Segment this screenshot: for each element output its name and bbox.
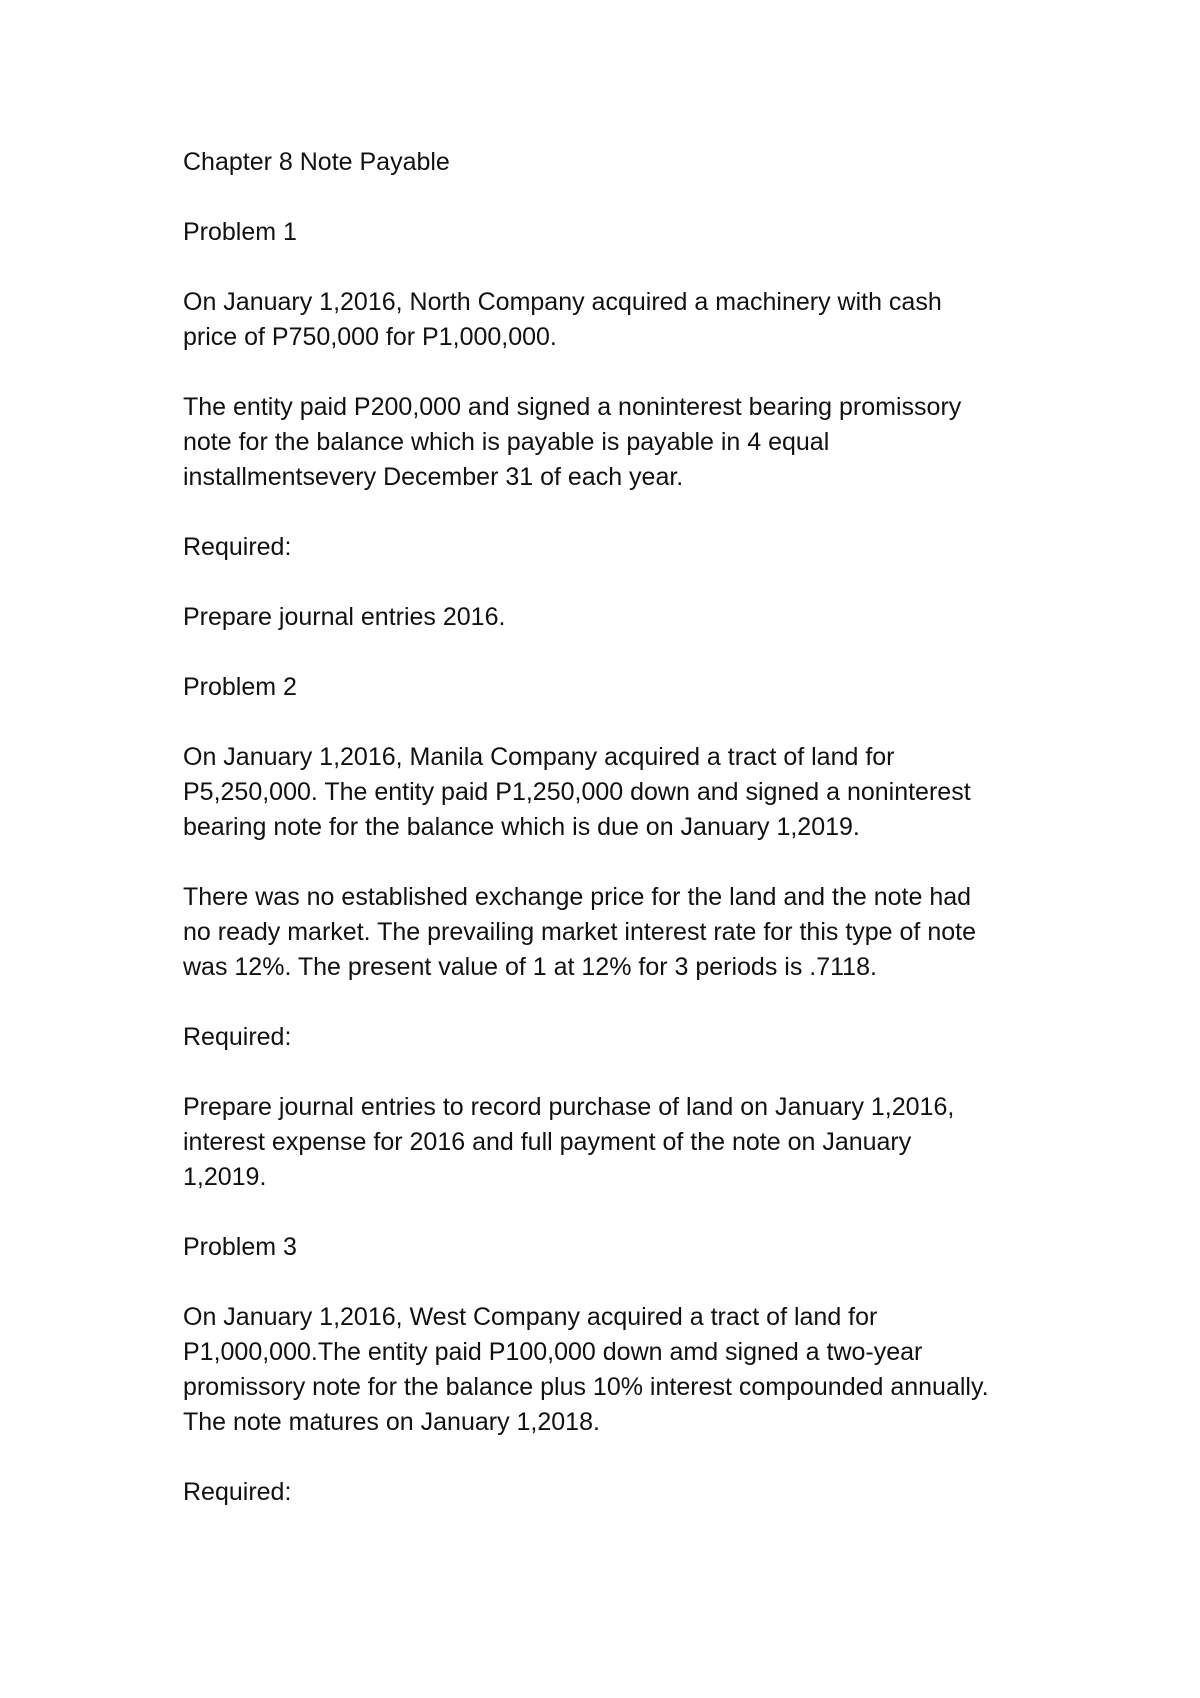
text-line: There was no established exchange price for the land and the note had: [183, 883, 972, 911]
text-line: On January 1,2016, West Company acquired a tract of land for: [183, 1303, 878, 1331]
text-line: interest expense for 2016 and full payment of the note on January: [183, 1128, 912, 1156]
problem-2-paragraph-2: [183, 880, 1063, 985]
text-line: installmentsevery December 31 of each year.: [183, 463, 684, 491]
chapter-title: Chapter 8 Note Payable: [183, 148, 450, 176]
problem-1-requirement: Prepare journal entries 2016.: [183, 603, 506, 631]
text-line: Prepare journal entries to record purchase of land on January 1,2016,: [183, 1093, 955, 1121]
problem-3-required-label: Required:: [183, 1478, 292, 1506]
text-line: was 12%. The present value of 1 at 12% for 3 periods is .7118.: [183, 953, 877, 981]
problem-3-paragraph-1: [183, 1300, 1063, 1440]
problem-3-heading: Problem 3: [183, 1233, 297, 1261]
document-body: [183, 145, 1063, 1545]
text-line: promissory note for the balance plus 10% interest compounded annually.: [183, 1373, 989, 1401]
problem-1-required-label: Required:: [183, 533, 292, 561]
text-line: The note matures on January 1,2018.: [183, 1408, 600, 1436]
text-line: 1,2019.: [183, 1163, 267, 1191]
text-line: P1,000,000.The entity paid P100,000 down amd signed a two-year: [183, 1338, 923, 1366]
problem-1-paragraph-1: [183, 285, 1063, 355]
text-line: no ready market. The prevailing market interest rate for this type of note: [183, 918, 976, 946]
problem-1-paragraph-2: [183, 390, 1063, 495]
text-line: price of P750,000 for P1,000,000.: [183, 323, 557, 351]
problem-2-paragraph-1: [183, 740, 1063, 845]
problem-2-required-label: Required:: [183, 1023, 292, 1051]
text-line: P5,250,000. The entity paid P1,250,000 down and signed a noninterest: [183, 778, 971, 806]
text-line: On January 1,2016, North Company acquired a machinery with cash: [183, 288, 942, 316]
problem-2-heading: Problem 2: [183, 673, 297, 701]
text-line: bearing note for the balance which is due on January 1,2019.: [183, 813, 860, 841]
text-line: On January 1,2016, Manila Company acquired a tract of land for: [183, 743, 895, 771]
problem-1-heading: Problem 1: [183, 218, 297, 246]
text-line: The entity paid P200,000 and signed a noninterest bearing promissory: [183, 393, 962, 421]
text-line: note for the balance which is payable is payable in 4 equal: [183, 428, 830, 456]
problem-2-requirement: [183, 1090, 1063, 1195]
